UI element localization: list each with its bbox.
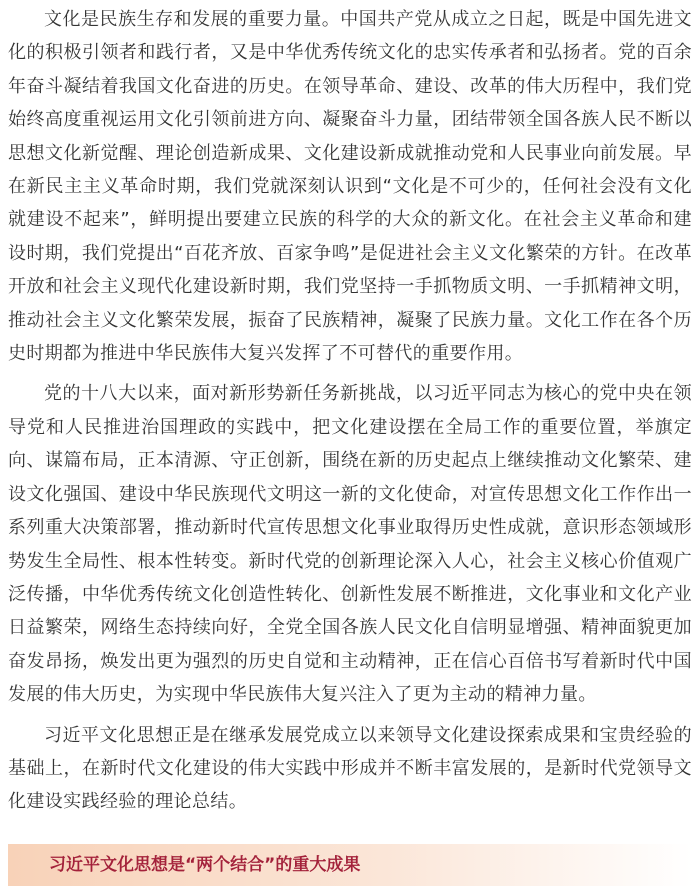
article-body <box>8 3 692 826</box>
paragraph: 党的十八大以来，面对新形势新任务新挑战，以习近平同志为核心的党中央在领导党和人民推进治国理政的实践中，把文化建设摆在全局工作的重要位置，举旗定向、谋篇布局，正本清源、守正创新，围绕在新的历史起点上继续推动文化繁荣、建设文化强国、建设中华民族现代文明这一新的文化使命，对宣传思想文化工作作出一系列重大决策部署，推动新时代宣传思想文化事业取得历史性成就，意识形态领域形势发生全局性、根本性转变。新时代党的创新理论深入人心，社会主义核心价值观广泛传播，中华优秀传统文化创造性转化、创新性发展不断推进，文化事业和文化产业日益繁荣，网络生态持续向好，全党全国各族人民文化自信明显增强、精神面貌更加奋发昂扬，焕发出更为强烈的历史自觉和主动精神，正在信心百倍书写着新时代中国发展的伟大历史，为实现中华民族伟大复兴注入了更为主动的精神力量。 <box>8 383 692 706</box>
paragraph: 文化是民族生存和发展的重要力量。中国共产党从成立之日起，既是中国先进文化的积极引领者和践行者，又是中华优秀传统文化的忠实传承者和弘扬者。党的百余年奋斗凝结着我国文化奋进的历史。在领导革命、建设、改革的伟大历程中，我们党始终高度重视运用文化引领前进方向、凝聚奋斗力量，团结带领全国各族人民不断以思想文化新觉醒、理论创造新成果、文化建设新成就推动党和人民事业向前发展。早在新民主主义革命时期，我们党就深刻认识到“文化是不可少的，任何社会没有文化就建设不起来”，鲜明提出要建立民族的科学的大众的新文化。在社会主义革命和建设时期，我们党提出“百花齐放、百家争鸣”是促进社会主义文化繁荣的方针。在改革开放和社会主义现代化建设新时期，我们党坚持一手抓物质文明、一手抓精神文明，推动社会主义文化繁荣发展，振奋了民族精神，凝聚了民族力量。文化工作在各个历史时期都为推进中华民族伟大复兴发挥了不可替代的重要作用。 <box>8 9 692 365</box>
section-heading: 习近平文化思想是“两个结合”的重大成果 <box>49 855 361 875</box>
section-heading-banner <box>8 844 692 886</box>
paragraph: 习近平文化思想正是在继承发展党成立以来领导文化建设探索成果和宝贵经验的基础上，在新时代文化建设的伟大实践中形成并不断丰富发展的，是新时代党领导文化建设实践经验的理论总结。 <box>8 724 692 813</box>
